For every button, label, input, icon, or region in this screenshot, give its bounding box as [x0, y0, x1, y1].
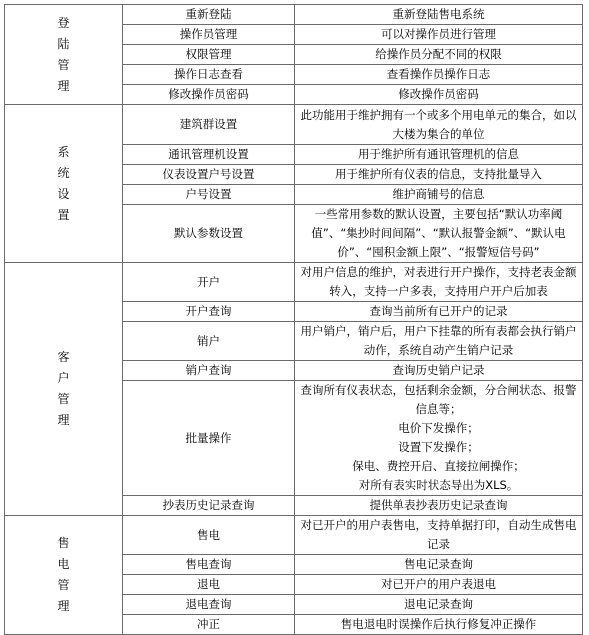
description-cell: 查询历史销户记录: [295, 361, 583, 381]
function-cell: 操作员管理: [123, 25, 295, 45]
function-cell: 冲正: [123, 615, 295, 635]
description-cell: 退电记录查询: [295, 595, 583, 615]
description-cell: 售电退电时误操作后执行修复冲正操作: [295, 615, 583, 635]
function-cell: 售电查询: [123, 555, 295, 575]
description-cell: 修改操作员密码: [295, 85, 583, 105]
function-table: [4, 4, 583, 635]
description-cell: 对用户信息的维护，对表进行开户操作，支持老表金额转入，支持一户多表，支持用户开户后加表: [295, 263, 583, 302]
function-cell: 户号设置: [123, 185, 295, 205]
function-cell: 操作日志查看: [123, 65, 295, 85]
function-cell: 修改操作员密码: [123, 85, 295, 105]
function-cell: 默认参数设置: [123, 205, 295, 263]
function-cell: 销户: [123, 322, 295, 361]
function-cell: 仪表设置户号设置: [123, 165, 295, 185]
category-cell: [5, 263, 123, 516]
description-cell: 维护商铺号的信息: [295, 185, 583, 205]
description-cell: 对已开户的用户表退电: [295, 575, 583, 595]
function-cell: 退电: [123, 575, 295, 595]
description-cell: 对已开户的用户表售电，支持单据打印，自动生成售电记录: [295, 516, 583, 555]
table-row: [5, 5, 583, 25]
function-cell: 批量操作: [123, 381, 295, 496]
description-cell: 用于维护所有仪表的信息，支持批量导入: [295, 165, 583, 185]
category-label: 系统设置: [57, 144, 70, 222]
function-cell: 售电: [123, 516, 295, 555]
function-cell: 通讯管理机设置: [123, 145, 295, 165]
category-label: 登陆管理: [57, 15, 70, 93]
function-cell: 权限管理: [123, 45, 295, 65]
description-cell: 提供单表抄表历史记录查询: [295, 496, 583, 516]
description-cell: 查看操作员操作日志: [295, 65, 583, 85]
description-cell: 用于维护所有通讯管理机的信息: [295, 145, 583, 165]
category-cell: [5, 105, 123, 263]
category-cell: [5, 516, 123, 635]
function-cell: 销户查询: [123, 361, 295, 381]
function-cell: 开户: [123, 263, 295, 302]
description-cell: 重新登陆售电系统: [295, 5, 583, 25]
description-cell: 给操作员分配不同的权限: [295, 45, 583, 65]
description-cell: 此功能用于维护拥有一个或多个用电单元的集合，如以大楼为集合的单位: [295, 105, 583, 145]
table-row: [5, 105, 583, 145]
description-cell: 用户销户，销户后，用户下挂靠的所有表都会执行销户动作，系统自动产生销户记录: [295, 322, 583, 361]
description-cell: 售电记录查询: [295, 555, 583, 575]
description-cell: 查询所有仪表状态，包括剩余金额，分合闸状态、报警信息等； 电价下发操作； 设置下发操作； 保电、费控开启、直接拉闸操作； 对所有表实时状态导出为XLS。: [295, 381, 583, 496]
table-row: [5, 263, 583, 302]
category-label: 客户管理: [57, 350, 70, 427]
function-cell: 抄表历史记录查询: [123, 496, 295, 516]
function-cell: 退电查询: [123, 595, 295, 615]
function-cell: 开户查询: [123, 302, 295, 322]
description-cell: 一些常用参数的默认设置，主要包括“默认功率阈值”、“集抄时间间隔”、“默认报警金额”、“默认电价”、“囤积金额上限”、“报警短信号码”: [295, 205, 583, 263]
category-label: 售电管理: [57, 536, 70, 613]
function-cell: 建筑群设置: [123, 105, 295, 145]
description-cell: 可以对操作员进行管理: [295, 25, 583, 45]
description-cell: 查询当前所有已开户的记录: [295, 302, 583, 322]
table-row: [5, 516, 583, 555]
category-cell: [5, 5, 123, 105]
function-cell: 重新登陆: [123, 5, 295, 25]
